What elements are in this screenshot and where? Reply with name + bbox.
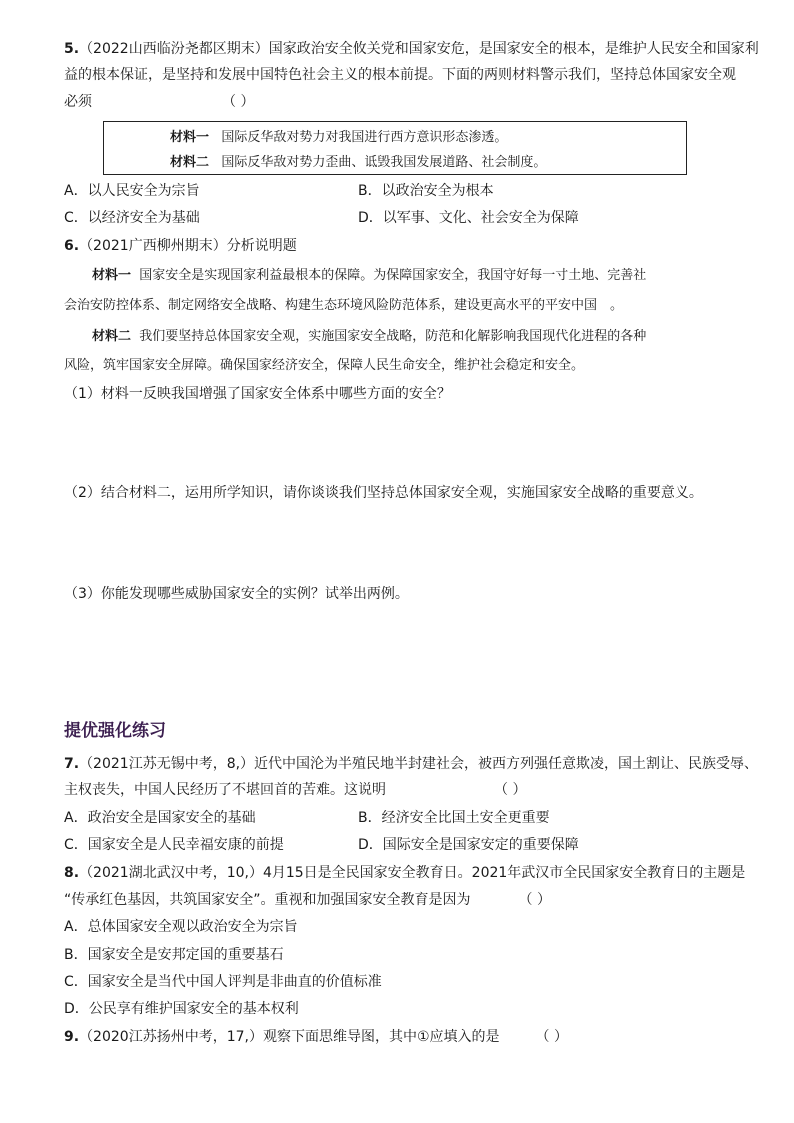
q9-answer-paren: （ ） xyxy=(535,1029,568,1045)
q8-line-1: 8.（2021湖北武汉中考，10,）4月15日是全民国家安全教育日。2021年武汉市全民国家安全教育日的主题是 xyxy=(64,865,746,881)
q5-option-a: A．以人民安全为宗旨 xyxy=(64,183,200,199)
q9-number: 9. xyxy=(64,1029,80,1045)
q8-number: 8. xyxy=(64,865,80,881)
q6-material-1-line-2: 会治安防控体系、制定网络安全战略、构建生态环境风险防范体系，建设更高水平的平安中国 。 xyxy=(64,298,624,313)
q6-heading: 6.（2021广西柳州期末）分析说明题 xyxy=(64,238,297,254)
q5-line-2: 益的根本保证，是坚持和发展中国特色社会主义的根本前提。下面的两则材料警示我们，坚持总体国家安全观 xyxy=(64,67,736,83)
q9-line-1: 9.（2020江苏扬州中考，17,）观察下面思维导图，其中①应填入的是 （ ） xyxy=(64,1029,568,1045)
q7-option-d: D．国际安全是国家安定的重要保障 xyxy=(358,837,579,853)
q8-option-b: B．国家安全是安邦定国的重要基石 xyxy=(64,947,284,963)
section-title: 提优强化练习 xyxy=(64,721,166,741)
q7-option-a: A．政治安全是国家安全的基础 xyxy=(64,810,256,826)
q6-subquestion-1: （1）材料一反映我国增强了国家安全体系中哪些方面的安全？ xyxy=(64,386,451,402)
q8-option-c: C．国家安全是当代中国人评判是非曲直的价值标准 xyxy=(64,974,382,990)
q8-option-a: A．总体国家安全观以政治安全为宗旨 xyxy=(64,919,298,935)
q5-line-1: 5.（2022山西临汾尧都区期末）国家政治安全攸关党和国家安危，是国家安全的根本，是维护人民安全和国家利 xyxy=(64,41,759,57)
q7-option-c: C．国家安全是人民幸福安康的前提 xyxy=(64,837,284,853)
q5-material-1: 材料一 国际反华敌对势力对我国进行西方意识形态渗透。 xyxy=(170,130,508,145)
q5-material-2: 材料二 国际反华敌对势力歪曲、诋毁我国发展道路、社会制度。 xyxy=(170,155,547,170)
q8-answer-paren: （ ） xyxy=(518,892,551,908)
q7-line-2: 主权丧失，中国人民经历了不堪回首的苦难。这说明 （ ） xyxy=(64,782,527,798)
q5-option-b: B．以政治安全为根本 xyxy=(358,183,494,199)
q6-material-2-line-2: 风险，筑牢国家安全屏障。确保国家经济安全，保障人民生命安全，维护社会稳定和安全。 xyxy=(64,358,585,373)
q6-material-1-line-1: 材料一 国家安全是实现国家利益最根本的保障。为保障国家安全，我国守好每一寸土地、完善社 xyxy=(92,268,647,283)
q8-option-d: D．公民享有维护国家安全的基本权利 xyxy=(64,1001,299,1017)
q6-subquestion-3: （3）你能发现哪些威胁国家安全的实例？试举出两例。 xyxy=(64,586,409,602)
q7-answer-paren: （ ） xyxy=(494,782,527,798)
q7-option-b: B．经济安全比国土安全更重要 xyxy=(358,810,550,826)
q5-option-d: D．以军事、文化、社会安全为保障 xyxy=(358,210,579,226)
q8-line-2: “传承红色基因，共筑国家安全”。重视和加强国家安全教育是因为 （ ） xyxy=(64,892,551,908)
q7-number: 7. xyxy=(64,756,80,772)
q6-number: 6. xyxy=(64,238,80,254)
q7-line-1: 7.（2021江苏无锡中考，8,）近代中国沦为半殖民地半封建社会，被西方列强任意欺凌，国土割让、民族受辱、 xyxy=(64,756,759,772)
q5-answer-paren: （ ） xyxy=(222,94,255,110)
q5-option-c: C．以经济安全为基础 xyxy=(64,210,200,226)
q6-subquestion-2: （2）结合材料二，运用所学知识，请你谈谈我们坚持总体国家安全观，实施国家安全战略的重要意义。 xyxy=(64,485,703,501)
q5-number: 5. xyxy=(64,41,80,57)
q5-line-3: 必须 （ ） xyxy=(64,94,255,110)
q6-material-2-line-1: 材料二 我们要坚持总体国家安全观，实施国家安全战略，防范和化解影响我国现代化进程的各种 xyxy=(92,329,647,344)
q5-material-box xyxy=(103,121,687,175)
